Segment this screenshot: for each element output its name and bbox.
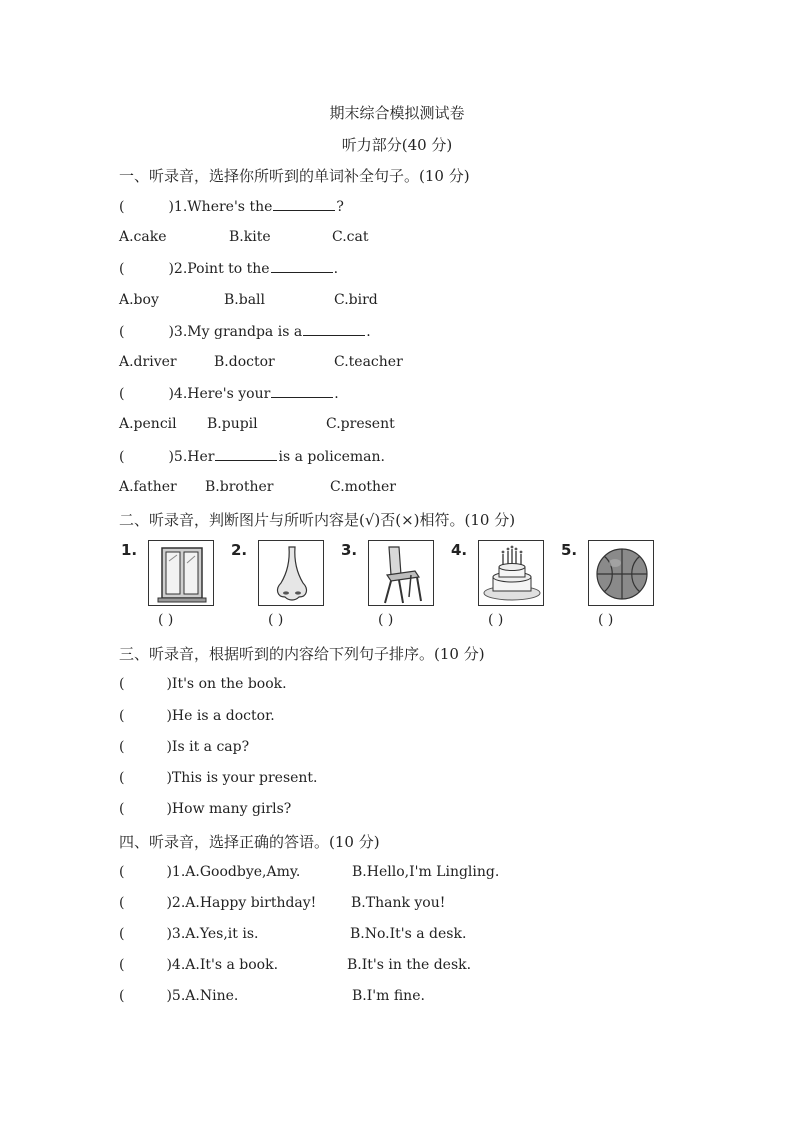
section-4-heading: 四、听录音，选择正确的答语。(10 分) xyxy=(119,833,380,851)
option-b: B.brother xyxy=(205,479,274,495)
response-item: ( )2.A.Happy birthday! xyxy=(119,895,317,911)
answer-blank[interactable] xyxy=(215,448,277,461)
answer-paren[interactable]: ( ) xyxy=(378,612,394,628)
picture-frame xyxy=(588,540,654,606)
option-b: B.kite xyxy=(229,229,271,245)
picture-frame xyxy=(478,540,544,606)
question-1: ( )1.Where's the ? xyxy=(119,199,344,215)
answer-paren[interactable]: ( ) xyxy=(598,612,614,628)
picture-number: 2. xyxy=(231,541,248,559)
window-icon xyxy=(149,541,215,607)
option-c: C.present xyxy=(326,416,395,432)
response-item: ( )5.A.Nine. xyxy=(119,988,239,1004)
option-c: C.teacher xyxy=(334,354,403,370)
page-subtitle: 听力部分(40 分) xyxy=(341,136,453,154)
sort-item: ( )How many girls? xyxy=(119,801,292,817)
response-option-b: B.I'm fine. xyxy=(352,988,425,1004)
option-a: A.boy xyxy=(119,292,159,308)
question-2: ( )2.Point to the . xyxy=(119,261,339,277)
option-a: A.father xyxy=(119,479,177,495)
section-3-heading: 三、听录音，根据听到的内容给下列句子排序。(10 分) xyxy=(119,645,485,663)
page-title: 期末综合模拟测试卷 xyxy=(329,104,465,122)
response-item: ( )3.A.Yes,it is. xyxy=(119,926,259,942)
option-b: B.ball xyxy=(224,292,266,308)
option-c: C.cat xyxy=(332,229,369,245)
response-option-b: B.Hello,I'm Lingling. xyxy=(352,864,500,880)
option-b: B.pupil xyxy=(207,416,258,432)
answer-blank[interactable] xyxy=(271,385,333,398)
nose-icon xyxy=(259,541,325,607)
option-b: B.doctor xyxy=(214,354,275,370)
response-option-b: B.It's in the desk. xyxy=(347,957,472,973)
answer-blank[interactable] xyxy=(273,198,335,211)
picture-number: 1. xyxy=(121,541,138,559)
response-item: ( )1.A.Goodbye,Amy. xyxy=(119,864,301,880)
option-a: A.driver xyxy=(119,354,177,370)
sort-item: ( )It's on the book. xyxy=(119,676,287,692)
sort-item: ( )Is it a cap? xyxy=(119,739,250,755)
picture-frame xyxy=(258,540,324,606)
option-a: A.cake xyxy=(119,229,167,245)
question-5: ( )5.Her is a policeman. xyxy=(119,449,385,465)
picture-number: 5. xyxy=(561,541,578,559)
option-c: C.bird xyxy=(334,292,378,308)
sort-item: ( )This is your present. xyxy=(119,770,318,786)
response-item: ( )4.A.It's a book. xyxy=(119,957,279,973)
picture-number: 3. xyxy=(341,541,358,559)
section-2-heading: 二、听录音，判断图片与所听内容是(√)否(×)相符。(10 分) xyxy=(119,511,516,529)
question-3: ( )3.My grandpa is a . xyxy=(119,324,371,340)
answer-blank[interactable] xyxy=(303,323,365,336)
response-option-b: B.Thank you! xyxy=(351,895,446,911)
answer-paren[interactable]: ( ) xyxy=(488,612,504,628)
question-4: ( )4.Here's your . xyxy=(119,386,339,402)
answer-paren[interactable]: ( ) xyxy=(158,612,174,628)
picture-number: 4. xyxy=(451,541,468,559)
answer-blank[interactable] xyxy=(271,260,333,273)
basketball-icon xyxy=(589,541,655,607)
open-paren: ( xyxy=(119,199,125,215)
picture-frame xyxy=(148,540,214,606)
section-1-heading: 一、听录音，选择你所听到的单词补全句子。(10 分) xyxy=(119,167,470,185)
picture-frame xyxy=(368,540,434,606)
option-a: A.pencil xyxy=(119,416,177,432)
response-option-b: B.No.It's a desk. xyxy=(350,926,467,942)
option-c: C.mother xyxy=(330,479,396,495)
chair-icon xyxy=(369,541,435,607)
answer-paren[interactable]: ( ) xyxy=(268,612,284,628)
birthday-cake-icon xyxy=(479,541,545,607)
sort-item: ( )He is a doctor. xyxy=(119,708,275,724)
